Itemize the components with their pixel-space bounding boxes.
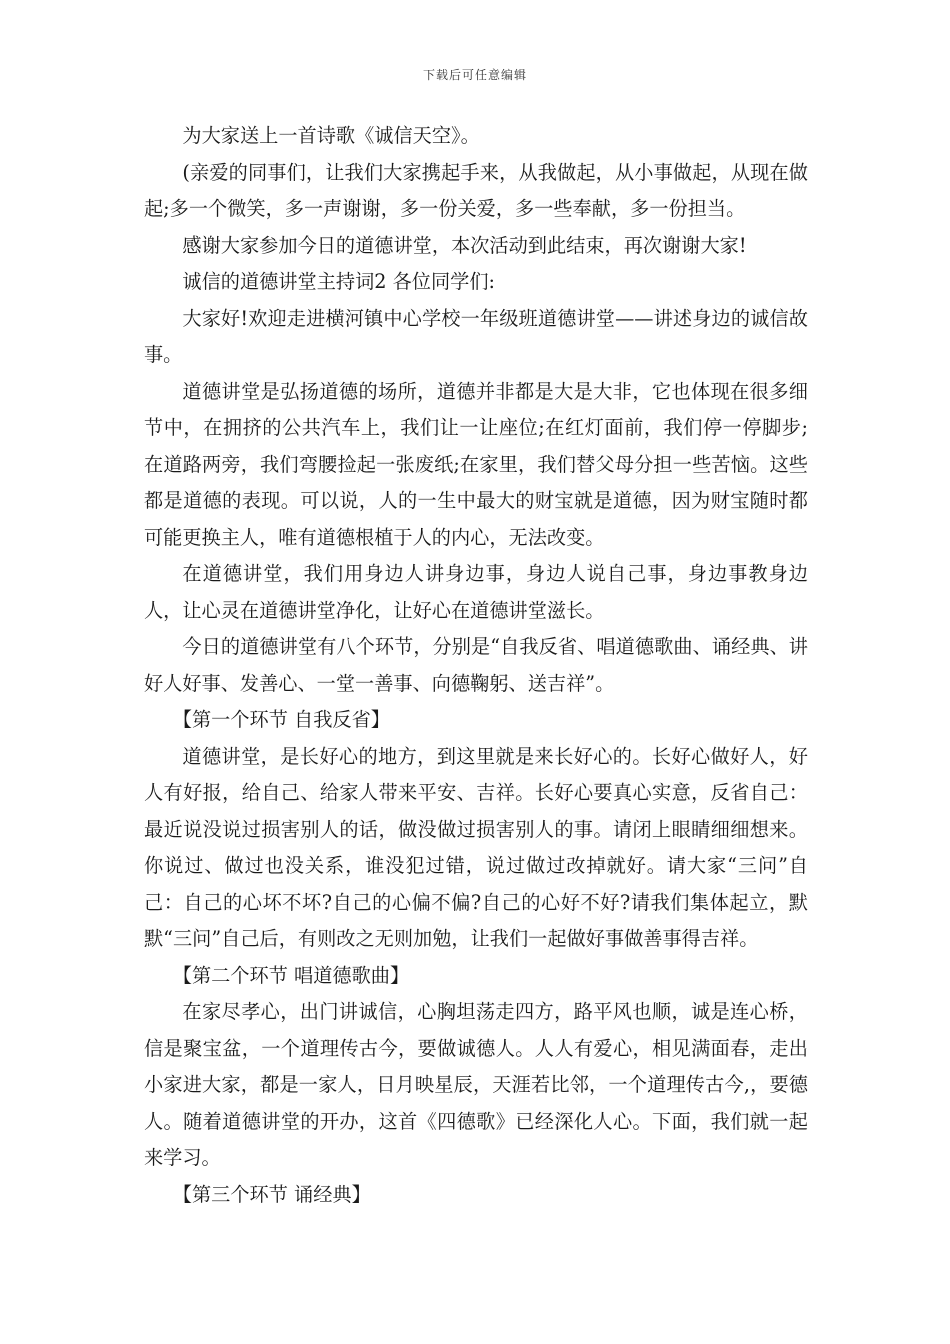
section-heading: 【第三个环节 诵经典】 [172,1182,371,1206]
paragraph: 道德讲堂，是长好心的地方，到这里就是来长好心的。长好心做好人，好人有好报，给自己、给家人带来平安、吉祥。长好心要真心实意，反省自己：最近说没说过损害别人的话，做没做过损害别人的事。请闭上眼睛细细想来。你说过、做过也没关系，谁没犯过错，说过做过改掉就好。请大家“三问”自己：自己的心坏不坏?自己的心偏不偏?自己的心好不好?请我们集体起立，默默“三问”自己后，有则改之无则加勉，让我们一起做好事做善事得吉祥。 [144,744,808,950]
paragraph: 为大家送上一首诗歌《诚信天空》。 [182,124,480,147]
paragraph: 大家好!欢迎走进横河镇中心学校一年级班道德讲堂——讲述身边的诚信故事。 [144,306,808,366]
document-body [144,118,808,1213]
paragraph: 在道德讲堂，我们用身边人讲身边事，身边人说自己事，身边事教身边人，让心灵在道德讲堂净化，让好心在道德讲堂滋长。 [144,562,808,622]
page-header: 下载后可任意编辑 [422,68,527,82]
section-heading: 【第一个环节 自我反省】 [172,708,390,731]
paragraph: 在家尽孝心，出门讲诚信，心胸坦荡走四方，路平风也顺，诚是连心桥，信是聚宝盆，一个道理传古今，要做诚德人。人人有爱心，相见满面春，走出小家进大家，都是一家人，日月映星辰，天涯若比邻，一个道理传古今,，要德人。随着道德讲堂的开办，这首《四德歌》已经深化人心。下面，我们就一起来学习。 [144,1000,808,1169]
paragraph: 感谢大家参加今日的道德讲堂，本次活动到此结束，再次谢谢大家! [182,233,747,257]
paragraph: 今日的道德讲堂有八个环节，分别是“自我反省、唱道德歌曲、诵经典、讲好人好事、发善心、一堂一善事、向德鞠躬、送吉祥”。 [144,635,808,695]
section-heading: 【第二个环节 唱道德歌曲】 [172,963,410,987]
paragraph: 道德讲堂是弘扬道德的场所，道德并非都是大是大非，它也体现在很多细节中，在拥挤的公共汽车上，我们让一让座位;在红灯面前，我们停一停脚步;在道路两旁，我们弯腰捡起一张废纸;在家里，我们替父母分担一些苦恼。这些都是道德的表现。可以说，人的一生中最大的财宝就是道德，因为财宝随时都可能更换主人，唯有道德根植于人的内心，无法改变。 [144,379,808,549]
paragraph: (亲爱的同事们，让我们大家携起手来，从我做起，从小事做起，从现在做起;多一个微笑，多一声谢谢，多一份关爱，多一些奉献，多一份担当。 [144,160,808,220]
paragraph: 诚信的道德讲堂主持词2 各位同学们: [182,270,495,293]
